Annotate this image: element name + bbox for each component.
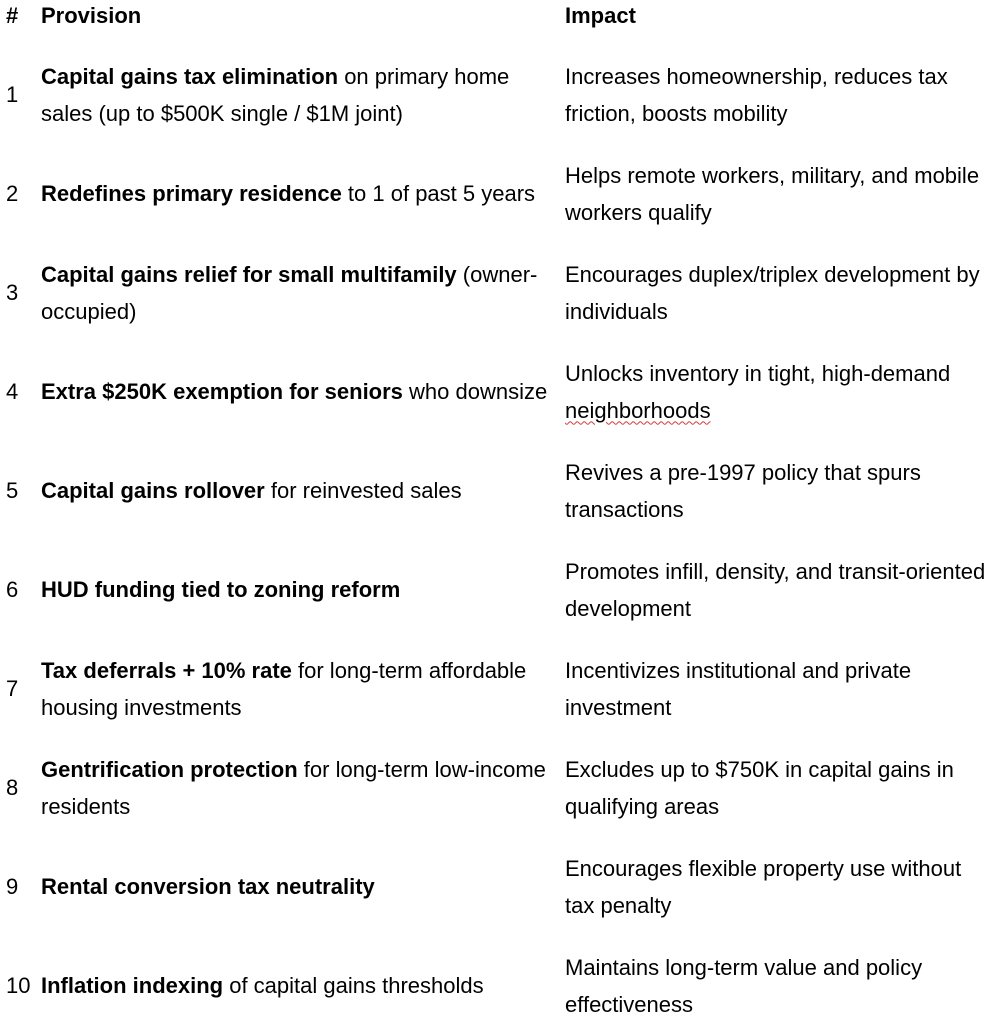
- provision-cell: [41, 342, 561, 441]
- table-row: [0, 243, 992, 342]
- impact-cell: [565, 540, 990, 639]
- spellcheck-flagged-word[interactable]: neighborhoods: [565, 397, 711, 423]
- provision-title: HUD funding tied to zoning reform: [41, 577, 401, 602]
- impact-cell: [565, 738, 990, 837]
- provision-cell: [41, 243, 561, 342]
- row-number: 2: [6, 180, 19, 206]
- impact-cell: [565, 342, 990, 441]
- table-row: [0, 540, 992, 639]
- impact-cell: [565, 639, 990, 738]
- row-number: 10: [6, 972, 31, 998]
- impact-text: Helps remote workers, military, and mobile workers qualify: [565, 162, 980, 225]
- provision-detail: on primary home sales (up to $500K single / $1M joint): [41, 63, 510, 126]
- table-row: [0, 837, 992, 936]
- provision-detail: (owner-occupied): [41, 261, 538, 324]
- row-number: 8: [6, 774, 19, 800]
- table-row: [0, 441, 992, 540]
- impact-cell: [565, 243, 990, 342]
- impact-text: Encourages flexible property use without tax penalty: [565, 855, 962, 918]
- provision-title: Tax deferrals + 10% rate: [41, 657, 292, 683]
- impact-text: Maintains long-term value and policy effectiveness: [565, 954, 923, 1017]
- table-row: [0, 45, 992, 144]
- provision-title: Gentrification protection: [41, 756, 298, 782]
- impact-text: Excludes up to $750K in capital gains in qualifying areas: [565, 756, 954, 819]
- impact-cell: [565, 441, 990, 540]
- provision-title: Capital gains rollover: [41, 478, 265, 503]
- provision-title: Extra $250K exemption for seniors: [41, 379, 403, 404]
- impact-text: Revives a pre-1997 policy that spurs transactions: [565, 459, 921, 522]
- impact-text: Encourages duplex/triplex development by individuals: [565, 261, 980, 324]
- table-row: [0, 738, 992, 837]
- provision-detail: for long-term low-income residents: [41, 756, 546, 819]
- header-impact: Impact: [565, 3, 636, 28]
- provision-title: Capital gains relief for small multifamily: [41, 261, 457, 287]
- row-number: 4: [6, 378, 19, 404]
- provision-cell: [41, 738, 561, 837]
- row-number: 7: [6, 675, 19, 701]
- row-number: 9: [6, 873, 19, 899]
- provision-title: Inflation indexing: [41, 973, 224, 998]
- provision-detail: for reinvested sales: [264, 478, 462, 503]
- provision-cell: [41, 144, 561, 243]
- impact-text: Increases homeownership, reduces tax friction, boosts mobility: [565, 63, 948, 126]
- header-number: #: [6, 3, 19, 28]
- row-number: 5: [6, 477, 19, 503]
- provision-detail: who downsize: [402, 379, 548, 404]
- table-row: [0, 144, 992, 243]
- row-number: 3: [6, 279, 19, 305]
- provision-cell: [41, 639, 561, 738]
- impact-text: Promotes infill, density, and transit-oriented development: [565, 558, 986, 621]
- table-row: [0, 639, 992, 738]
- impact-cell: [565, 837, 990, 936]
- impact-text: Incentivizes institutional and private investment: [565, 657, 912, 720]
- provision-cell: [41, 936, 561, 1035]
- provision-cell: [41, 837, 561, 936]
- row-number: 6: [6, 576, 19, 602]
- provision-title: Rental conversion tax neutrality: [41, 874, 375, 899]
- provision-title: Capital gains tax elimination: [41, 63, 339, 89]
- provision-detail: to 1 of past 5 years: [341, 181, 536, 206]
- impact-cell: [565, 45, 990, 144]
- table-header-row: [0, 0, 992, 32]
- table-row: [0, 342, 992, 441]
- row-number: 1: [6, 81, 19, 107]
- impact-cell: [565, 144, 990, 243]
- provision-cell: [41, 540, 561, 639]
- provision-cell: [41, 441, 561, 540]
- impact-cell: [565, 936, 990, 1035]
- header-provision: Provision: [41, 3, 142, 28]
- table-row: [0, 936, 992, 1024]
- provision-detail: for long-term affordable housing investments: [41, 657, 527, 720]
- impact-text: Unlocks inventory in tight, high-demand: [565, 360, 951, 386]
- provision-title: Redefines primary residence: [41, 181, 342, 206]
- provision-detail: of capital gains thresholds: [223, 973, 484, 998]
- provision-cell: [41, 45, 561, 144]
